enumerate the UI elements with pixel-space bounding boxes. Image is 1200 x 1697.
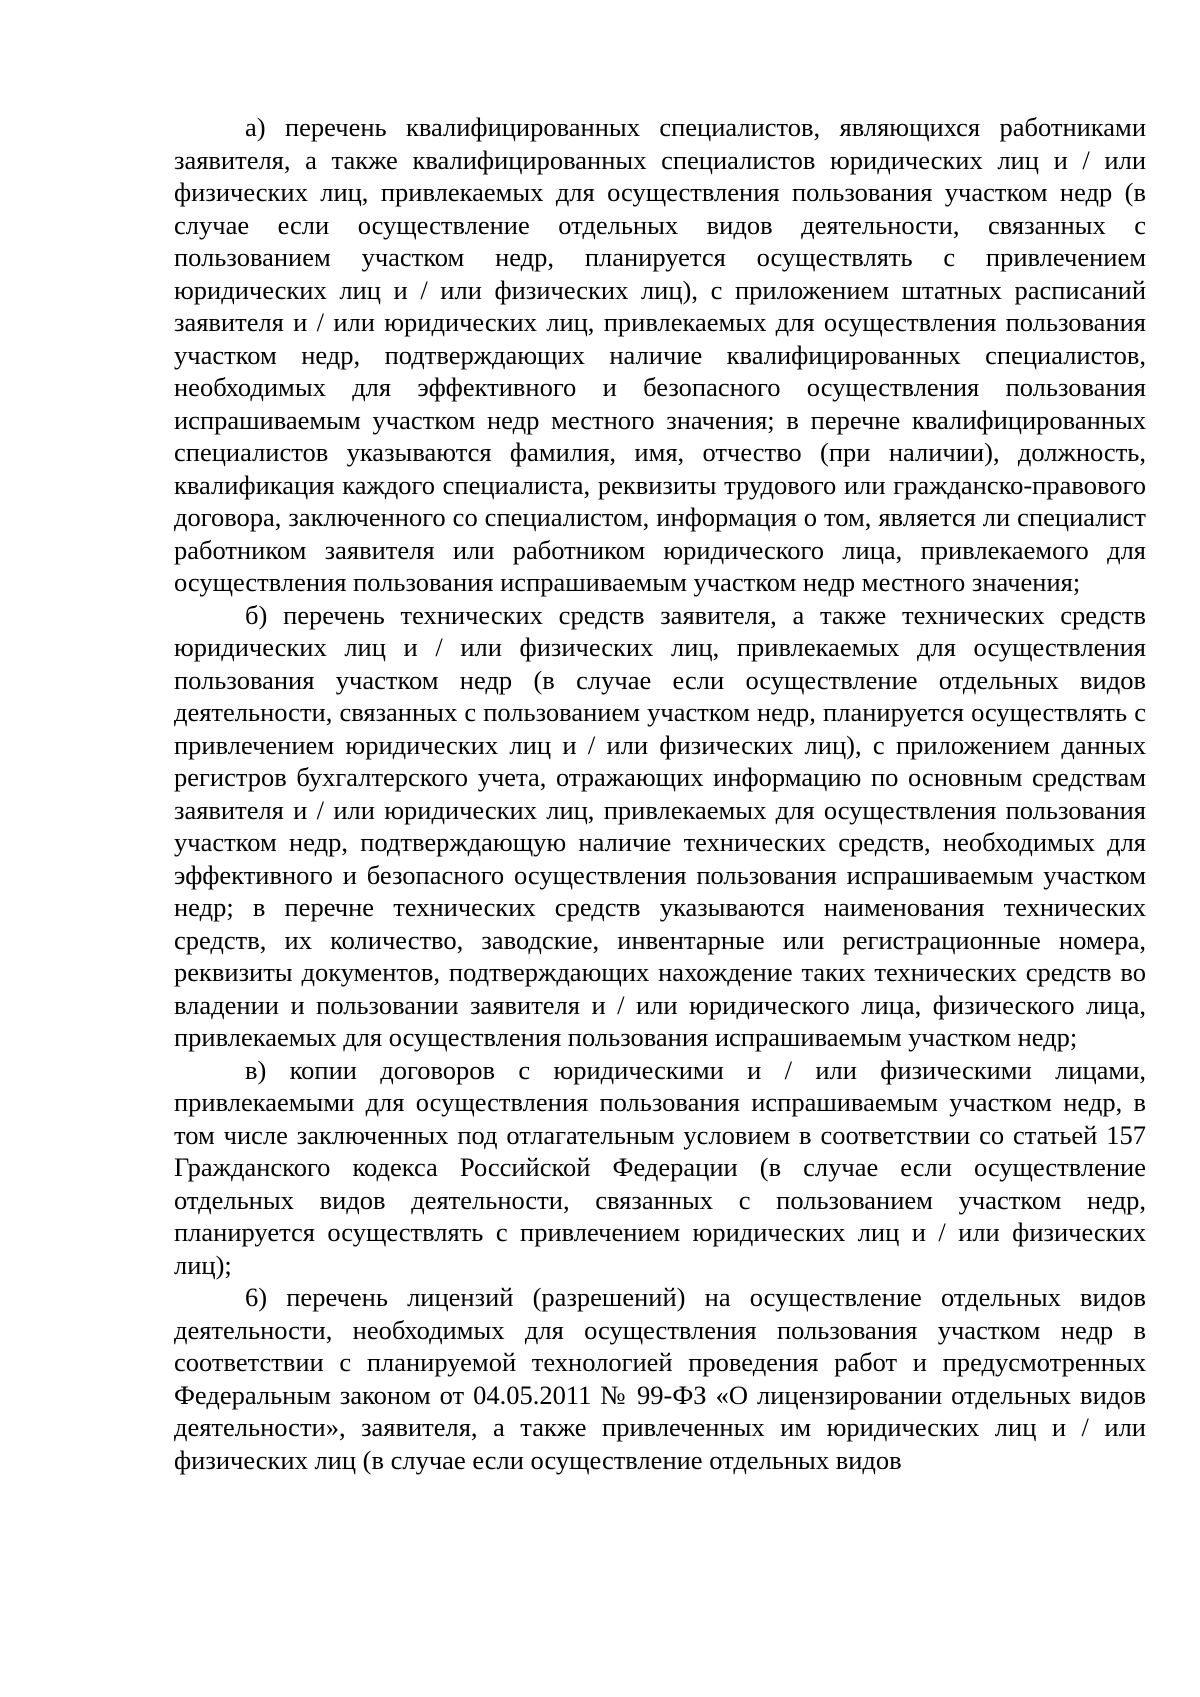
document-body (174, 111, 1146, 1476)
paragraph-a: а) перечень квалифицированных специалистов, являющихся работниками заявителя, а также квалифицированных специалистов юридических лиц и / или физических лиц, привлекаемых для осуществления пользования участком недр (в случае если осуществление отдельных видов деятельности, связанных с пользованием участком недр, планируется осуществлять с привлечением юридических лиц и / или физических лиц), с приложением штатных расписаний заявителя и / или юридических лиц, привлекаемых для осуществления пользования участком недр, подтверждающих наличие квалифицированных специалистов, необходимых для эффективного и безопасного осуществления пользования испрашиваемым участком недр местного значения; в перечне квалифицированных специалистов указываются фамилия, имя, отчество (при наличии), должность, квалификация каждого специалиста, реквизиты трудового или гражданско-правового договора, заключенного со специалистом, информация о том, является ли специалист работником заявителя или работником юридического лица, привлекаемого для осуществления пользования испрашиваемым участком недр местного значения; (174, 112, 1146, 597)
paragraph-v: в) копии договоров с юридическими и / или физическими лицами, привлекаемыми для осуществления пользования испрашиваемым участком недр, в том числе заключенных под отлагательным условием в соответствии со статьей 157 Гражданского кодекса Российской Федерации (в случае если осуществление отдельных видов деятельности, связанных с пользованием участком недр, планируется осуществлять с привлечением юридических лиц и / или физических лиц); (174, 1054, 1146, 1280)
paragraph-b: б) перечень технических средств заявителя, а также технических средств юридических лиц и / или физических лиц, привлекаемых для осуществления пользования участком недр (в случае если осуществление отдельных видов деятельности, связанных с пользованием участком недр, планируется осуществлять с привлечением юридических лиц и / или физических лиц), с приложением данных регистров бухгалтерского учета, отражающих информацию по основным средствам заявителя и / или юридических лиц, привлекаемых для осуществления пользования участком недр, подтверждающую наличие технических средств, необходимых для эффективного и безопасного осуществления пользования испрашиваемым участком недр; в перечне технических средств указываются наименования технических средств, их количество, заводские, инвентарные или регистрационные номера, реквизиты документов, подтверждающих нахождение таких технических средств во владении и пользовании заявителя и / или юридического лица, физического лица, привлекаемых для осуществления пользования испрашиваемым участком недр; (174, 599, 1146, 1052)
paragraph-6: 6) перечень лицензий (разрешений) на осуществление отдельных видов деятельности, необходимых для осуществления пользования участком недр в соответствии с планируемой технологией проведения работ и предусмотренных Федеральным законом от 04.05.2011 № 99-ФЗ «О лицензировании отдельных видов деятельности», заявителя, а также привлеченных им юридических лиц и / или физических лиц (в случае если осуществление отдельных видов (174, 1282, 1146, 1475)
